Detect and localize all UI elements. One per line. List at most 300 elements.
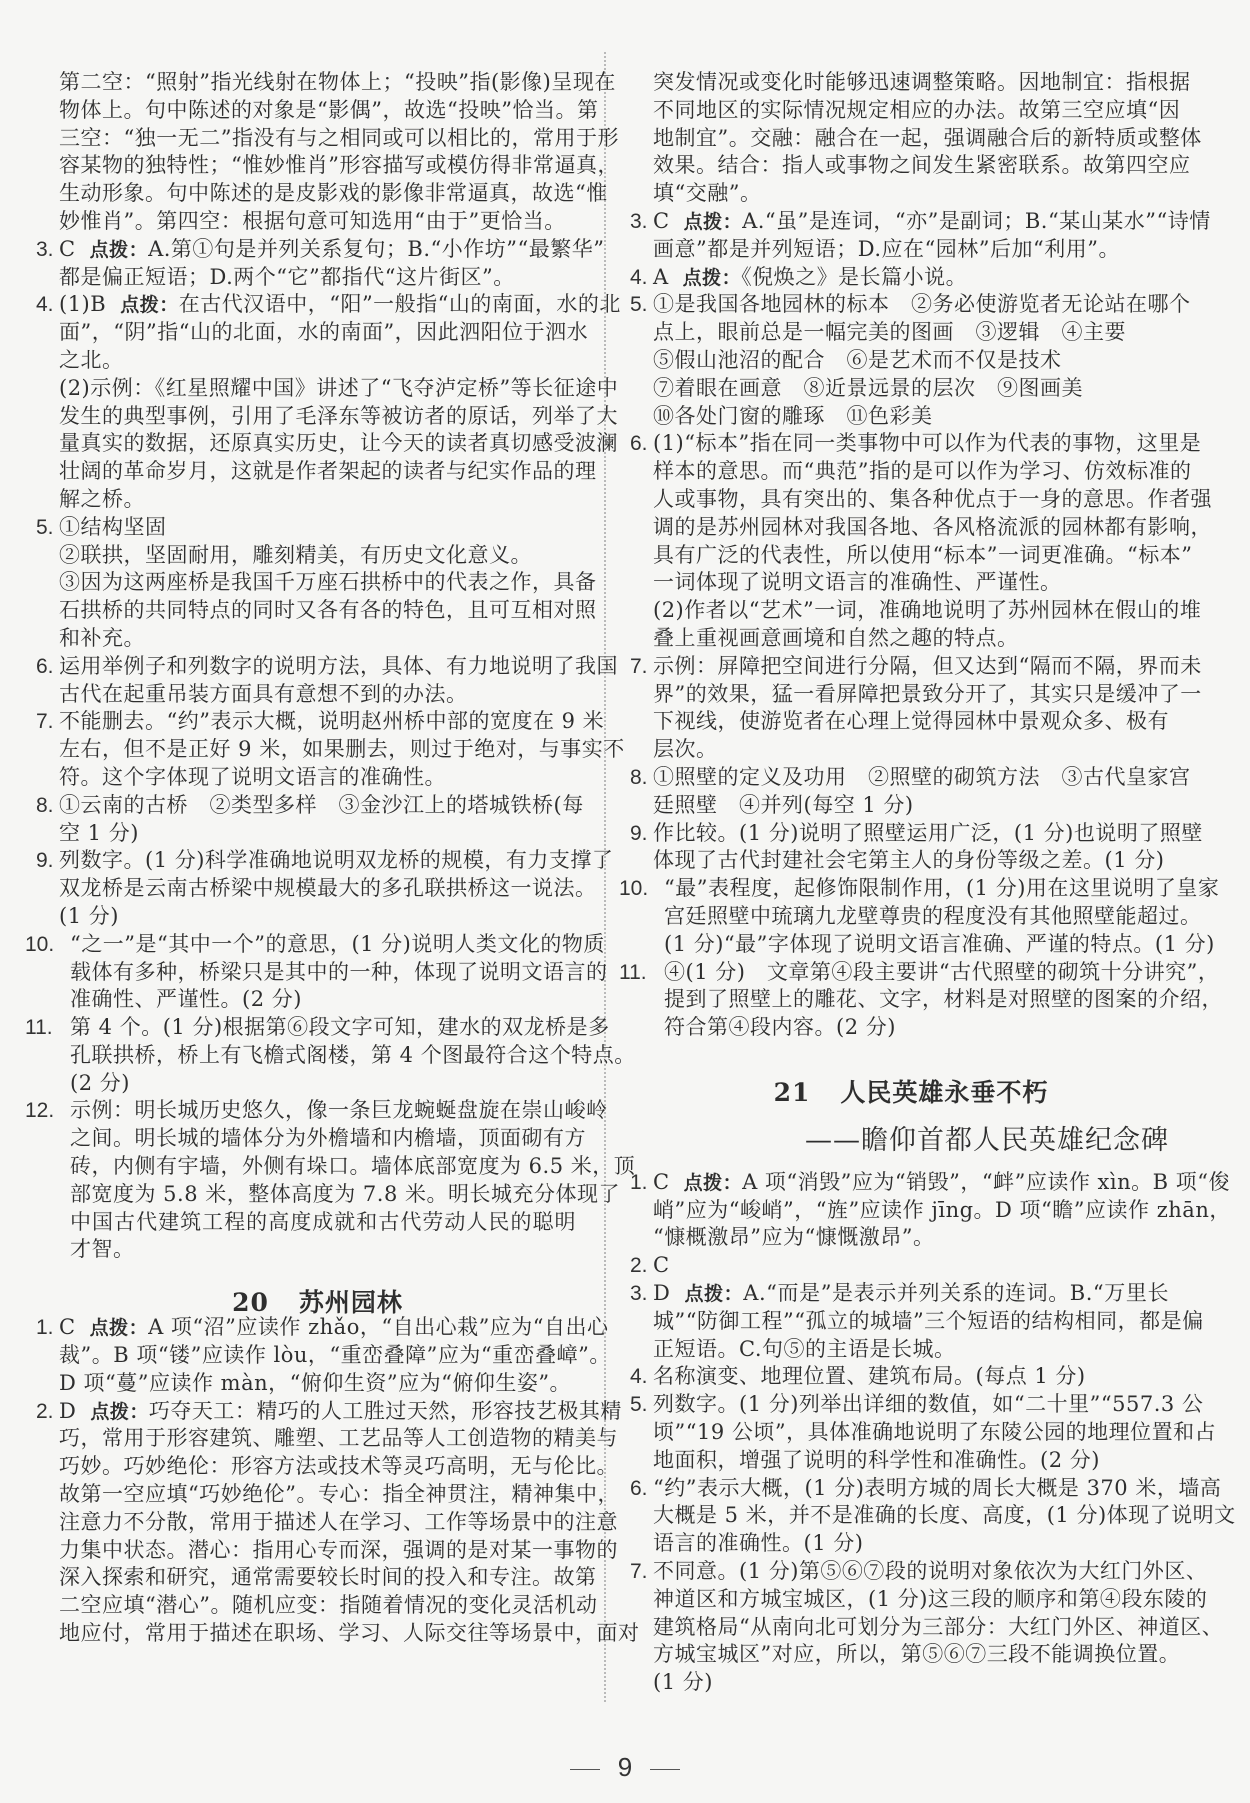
text-line: [653, 736, 1169, 764]
line-text: 样本的意思。而“典范”指的是可以作为学习、仿效标准的: [653, 459, 1192, 484]
line-text: 妙惟肖”。第四空：根据句意可知选用“由于”更恰当。: [59, 208, 566, 233]
text-line: [653, 69, 1191, 97]
text-line: [59, 1453, 618, 1481]
text-line: [59, 1370, 576, 1398]
text-line: [653, 847, 1169, 875]
line-text: ④(1 分) 文章第④段主要讲“古代照壁的砌筑十分讲究”，: [664, 959, 1220, 984]
text-line: [59, 1070, 576, 1098]
line-text: 力集中状态。潜心：指用心专而深，强调的是对某一事物的: [59, 1537, 618, 1562]
answer-item: [619, 959, 1223, 1042]
line-text: 和补充。: [59, 625, 145, 650]
page-footer: [0, 1752, 1250, 1783]
text-line: [653, 1169, 1230, 1197]
line-text: 名称演变、地理位置、建筑布局。(每点 1 分): [653, 1364, 1086, 1389]
line-text: (2 分): [70, 1070, 130, 1095]
text-line: [653, 1641, 1181, 1669]
line-text: A.“虽”是连词，“亦”是副词；B.“某山某水”“诗情: [742, 208, 1211, 233]
line-text: 突发情况或变化时能够迅速调整策略。因地制宜：指根据: [653, 70, 1191, 94]
answer-item: [630, 208, 1211, 264]
line-text: 注意力不分散，常用于描述人在学习、工作等场景中的注意: [59, 1509, 618, 1534]
line-text: 提到了照壁上的雕花、文字，材料是对照壁的图案的介绍，: [664, 987, 1223, 1012]
line-text: 方城宝城区”对应，所以，第⑤⑥⑦三段不能调换位置。: [653, 1642, 1181, 1667]
text-line: [653, 1308, 1204, 1336]
text-line: [653, 764, 1191, 792]
line-text: 才智。: [70, 1237, 135, 1262]
line-text: 城”“防御工程”“孤立的城墙”三个短语的结构相同，都是偏: [653, 1308, 1204, 1333]
text-line: [653, 708, 1169, 736]
text-line: [59, 403, 618, 431]
line-text: 之间。明长城的墙体分为外檐墙和内檐墙，顶面砌有方: [70, 1126, 586, 1151]
line-text: ①云南的古桥 ②类型多样 ③金沙江上的塔城铁桥(每: [59, 792, 584, 817]
line-text: 深入探索和研究，通常需要较长时间的投入和专注。故第: [59, 1565, 597, 1590]
line-text: 调的是苏州园林对我国各地、各风格流派的园林都有影响，: [653, 514, 1212, 539]
hint-label: 点拨：: [683, 210, 743, 233]
text-line: [653, 430, 1202, 458]
text-line: [653, 542, 1193, 570]
left-column: [25, 69, 640, 1648]
text-line: [59, 125, 619, 153]
line-text: 石拱桥的共同特点的同时又各有各的特色，且可互相对照: [59, 598, 597, 623]
line-text: 填“交融”。: [653, 181, 762, 206]
text-line: [59, 152, 619, 180]
hint-label: 点拨：: [683, 1171, 743, 1194]
text-line: [653, 1280, 1169, 1308]
text-line: [653, 875, 1220, 903]
item-number: 8.: [36, 793, 54, 817]
text-line: [653, 1502, 1236, 1530]
line-text: 符。这个字体现了说明文语言的准确性。: [59, 764, 446, 789]
line-text: 示例：屏障把空间进行分隔，但又达到“隔而不隔，界而未: [653, 653, 1202, 678]
line-text: 孔联拱桥，桥上有飞檐式阁楼，第 4 个图最符合这个特点。: [70, 1042, 636, 1067]
answer-choice: C: [59, 236, 76, 261]
text-line: [653, 1558, 1208, 1586]
item-number: 6.: [36, 654, 54, 678]
text-line: [653, 903, 1202, 931]
line-text: 生动形象。句中陈述的是皮影戏的影像非常逼真，故选“惟: [59, 181, 608, 206]
item-number: 4.: [36, 293, 54, 317]
item-number: 3.: [630, 209, 648, 233]
answer-item: [630, 264, 1169, 292]
line-text: 双龙桥是云南古桥梁中规模最大的多孔联拱桥这一说法。: [59, 876, 597, 901]
answer-choice: D: [59, 1398, 77, 1423]
line-text: 大概是 5 米，并不是准确的长度、高度，(1 分)体现了说明文: [653, 1503, 1236, 1528]
line-text: “约”表示大概，(1 分)表明方城的周长大概是 370 米，墙高: [653, 1475, 1222, 1500]
text-line: [653, 1224, 1169, 1252]
text-line: [59, 291, 621, 319]
item-number: 5.: [630, 293, 648, 317]
text-line: [59, 847, 614, 875]
line-text: 之北。: [59, 347, 124, 372]
line-text: 语言的准确性。(1 分): [653, 1531, 864, 1556]
item-number: 7.: [630, 654, 648, 678]
text-line: [59, 1564, 597, 1592]
line-text: (1 分): [59, 903, 119, 928]
item-number: 10.: [25, 932, 55, 956]
item-number: 8.: [630, 765, 648, 789]
text-line: [653, 820, 1203, 848]
text-line: [653, 1586, 1208, 1614]
line-text: 具有广泛的代表性，所以使用“标本”一词更准确。“标本”: [653, 542, 1193, 567]
line-text: 点上，眼前总是一幅完美的图画 ③逻辑 ④主要: [653, 320, 1126, 345]
footer-dash: [650, 1769, 680, 1770]
line-text: 列数字。(1 分)列举出详细的数值，如“二十里”“557.3 公: [653, 1392, 1204, 1417]
line-text: (1 分): [653, 1670, 713, 1695]
line-text: “最”表程度，起修饰限制作用，(1 分)用在这里说明了皇家: [664, 876, 1220, 901]
line-text: 发生的典型事例，引用了毛泽东等被访者的原话，列举了大: [59, 403, 618, 428]
line-text: 量真实的数据，还原真实历史，让今天的读者真切感受波澜: [59, 431, 618, 456]
answer-item: [25, 931, 608, 1014]
answer-choice: C: [653, 1169, 670, 1194]
line-text: 二空应填“潜心”。随机应变：指随着情况的变化灵活机动: [59, 1593, 598, 1618]
text-line: [59, 514, 576, 542]
answer-item: [25, 1097, 636, 1264]
line-text: 不同地区的实际情况规定相应的办法。故第三空应填“因: [653, 97, 1181, 122]
item-number: 5.: [36, 515, 54, 539]
line-text: 都是偏正短语；D.两个“它”都指代“这片街区”。: [59, 264, 515, 289]
line-text: 列数字。(1 分)科学准确地说明双龙桥的规模，有力支撑了: [59, 848, 614, 873]
line-text: 宫廷照壁中琉璃九龙壁尊贵的程度没有其他照壁能超过。: [664, 903, 1202, 928]
answer-item: [630, 820, 1203, 876]
line-text: 廷照壁 ④并列(每空 1 分): [653, 792, 914, 817]
line-text: “慷概激昂”应为“慷慨激昂”。: [653, 1225, 935, 1250]
text-line: [59, 1042, 636, 1070]
text-line: [59, 97, 599, 125]
line-text: ③因为这两座桥是我国千万座石拱桥中的代表之作，具备: [59, 570, 597, 595]
item-number: 9.: [630, 821, 648, 845]
item-number: 11.: [619, 960, 647, 984]
text-line: [653, 514, 1212, 542]
text-line: [653, 1530, 1169, 1558]
text-line: [653, 97, 1181, 125]
hint-label: 点拨：: [90, 1400, 149, 1423]
text-line: [653, 291, 1191, 319]
text-line: [59, 875, 597, 903]
text-line: [653, 319, 1169, 347]
text-line: [653, 1447, 1169, 1475]
line-text: 叠上重视画意画境和自然之趣的特点。: [653, 625, 1019, 650]
text-line: [59, 1097, 608, 1125]
text-line: [59, 236, 605, 264]
item-number: 7.: [36, 710, 54, 734]
answer-item: [630, 1280, 1204, 1363]
item-number: 1.: [36, 1316, 54, 1340]
answer-item: [630, 1558, 1224, 1697]
text-line: [59, 986, 576, 1014]
answer-item: [36, 653, 618, 709]
footer-dash: [570, 1769, 600, 1770]
text-line: [59, 959, 608, 987]
item-number: 4.: [630, 265, 648, 289]
item-number: 7.: [630, 1560, 648, 1584]
item-number: 10.: [619, 877, 649, 901]
text-line: [653, 931, 1215, 959]
line-text: 符合第④段内容。(2 分): [664, 1015, 896, 1040]
text-line: [653, 208, 1211, 236]
hint-label: 点拨：: [89, 1317, 149, 1340]
answer-choice: A: [653, 264, 669, 289]
line-text: 峭”应为“峻峭”，“旌”应读作 jīng。D 项“瞻”应读作 zhān，: [653, 1197, 1231, 1222]
text-line: [653, 236, 1169, 264]
text-line: [653, 1614, 1224, 1642]
text-line: [653, 1419, 1217, 1447]
line-text: (2)示例：《红星照耀中国》讲述了“飞夺泸定桥”等长征途中: [59, 375, 619, 400]
text-line: [653, 986, 1223, 1014]
text-line: [59, 347, 576, 375]
answer-item: [36, 236, 605, 292]
item-number: 12.: [25, 1099, 55, 1123]
answer-choice: C: [653, 208, 670, 233]
item-number: 1.: [630, 1170, 648, 1194]
text-line: [59, 1481, 619, 1509]
line-text: ①结构坚固: [59, 514, 167, 539]
answer-paragraph: [59, 375, 619, 514]
text-line: [59, 1425, 618, 1453]
text-line: [59, 1314, 609, 1342]
text-line: [59, 736, 625, 764]
item-number: 2.: [36, 1399, 54, 1423]
text-line: [59, 319, 589, 347]
line-text: 运用举例子和列数字的说明方法，具体、有力地说明了我国: [59, 653, 618, 678]
answer-choice: (1)B: [59, 292, 107, 317]
text-line: [59, 1181, 620, 1209]
line-text: 解之桥。: [59, 486, 145, 511]
section-number: 21: [773, 1077, 811, 1107]
line-text: 一词体现了说明文语言的准确性、严谨性。: [653, 570, 1062, 595]
answer-item: [36, 1314, 611, 1397]
text-line: [653, 625, 1169, 653]
line-text: 故第一空应填“巧妙绝伦”。专心：指全神贯注，精神集中，: [59, 1482, 619, 1507]
text-line: [653, 264, 1169, 292]
line-text: 画意”都是并列短语；D.应在“园林”后加“利用”。: [653, 236, 1120, 261]
line-text: A.“而是”是表示并列关系的连词。B.“万里长: [743, 1281, 1169, 1306]
text-line: [59, 931, 605, 959]
answer-item: [630, 653, 1202, 764]
item-number: 3.: [630, 1282, 648, 1306]
text-line: [59, 653, 618, 681]
text-line: [59, 1537, 618, 1565]
page-number: 9: [617, 1752, 633, 1782]
text-line: [59, 625, 576, 653]
line-text: 准确性、严谨性。(2 分): [70, 987, 302, 1012]
item-number: 3.: [36, 237, 54, 261]
section-title-text: 苏州园林: [298, 1288, 403, 1318]
line-text: A 项“消毁”应为“销毁”，“衅”应读作 xìn。B 项“俊: [742, 1169, 1230, 1194]
text-line: [653, 1252, 1169, 1280]
text-line: [653, 152, 1191, 180]
line-text: 第二空：“照射”指光线射在物体上；“投映”指(影像)呈现在: [59, 70, 616, 94]
line-text: ②联拱，坚固耐用，雕刻精美，有历史文化意义。: [59, 542, 532, 567]
line-text: 示例：明长城历史悠久，像一条巨龙蜿蜒盘旋在崇山峻岭: [70, 1098, 608, 1123]
answer-item: [619, 875, 1220, 958]
answer-item: [36, 514, 576, 542]
line-text: A 项“沼”应读作 zhǎo，“自出心栽”应为“自出心: [148, 1315, 609, 1340]
answer-paragraph: [653, 69, 1202, 208]
hint-label: 点拨：: [120, 294, 179, 317]
item-number: 5.: [630, 1393, 648, 1417]
line-text: 载体有多种，桥梁只是其中的一种，体现了说明文语言的: [70, 959, 608, 984]
answer-item: [36, 708, 625, 791]
text-line: [59, 375, 619, 403]
text-line: [653, 1197, 1231, 1225]
item-number: 4.: [630, 1365, 648, 1389]
text-line: [59, 903, 576, 931]
text-line: [59, 542, 576, 570]
text-line: [653, 1669, 1169, 1697]
text-line: [59, 792, 584, 820]
line-text: 左右，但不是正好 9 米，如果删去，则过于绝对，与事实不: [59, 737, 625, 762]
text-line: [653, 1336, 1169, 1364]
line-text: 地应付，常用于描述在职场、学习、人际交往等场景中，面对: [59, 1621, 640, 1646]
text-line: [653, 458, 1192, 486]
answer-item: [36, 847, 614, 930]
text-line: [59, 1398, 622, 1426]
right-column: [619, 69, 1236, 1697]
line-text: 巧夺天工：精巧的人工胜过天然，形容技艺极其精: [148, 1398, 622, 1423]
text-line: [59, 1236, 576, 1264]
text-line: [653, 569, 1169, 597]
text-line: [59, 681, 576, 709]
item-number: 9.: [36, 849, 54, 873]
text-line: [59, 1620, 640, 1648]
line-text: 面”，“阴”指“山的北面，水的南面”，因此泗阳位于泗水: [59, 320, 589, 345]
line-text: 壮阔的革命岁月，这就是作者架起的读者与纪实作品的理: [59, 459, 597, 484]
text-line: [653, 1475, 1222, 1503]
text-line: [653, 403, 1169, 431]
line-text: 容某物的独特性；“惟妙惟肖”形容描写或模仿得非常逼真，: [59, 153, 619, 178]
answer-item: [25, 1014, 636, 1097]
text-line: [59, 1342, 611, 1370]
answer-item: [630, 1363, 1169, 1391]
line-text: 地制宜”。交融：融合在一起，强调融合后的新特质或整体: [653, 125, 1202, 150]
text-line: [59, 1209, 576, 1237]
text-line: [59, 1125, 586, 1153]
text-line: [59, 208, 576, 236]
answer-item: [630, 1169, 1231, 1252]
text-line: [59, 430, 618, 458]
answer-paragraph: [59, 542, 576, 570]
answer-item: [630, 291, 1191, 430]
line-text: (1)“标本”指在同一类事物中可以作为代表的事物，这里是: [653, 431, 1202, 456]
line-text: 空 1 分): [59, 820, 139, 845]
line-text: 古代在起重吊装方面具有意想不到的办法。: [59, 681, 468, 706]
line-text: 裁”。B 项“镂”应读作 lòu，“重峦叠障”应为“重峦叠嶂”。: [59, 1343, 611, 1368]
line-text: ⑤假山池沼的配合 ⑥是艺术而不仅是技术: [653, 347, 1062, 372]
text-line: [59, 1592, 598, 1620]
line-text: 建筑格局“从南向北可划分为三部分：大红门外区、神道区、: [653, 1614, 1224, 1639]
line-text: (2)作者以“艺术”一词，准确地说明了苏州园林在假山的堆: [653, 598, 1202, 623]
line-text: ⑩各处门窗的雕琢 ⑪色彩美: [653, 403, 933, 428]
answer-choice: C: [59, 1315, 76, 1340]
item-number: 6.: [630, 1476, 648, 1500]
text-line: [59, 69, 616, 97]
text-line: [653, 681, 1202, 709]
text-line: [59, 597, 597, 625]
line-text: 中国古代建筑工程的高度成就和古代劳动人民的聪明: [70, 1209, 576, 1234]
text-line: [653, 653, 1202, 681]
line-text: (1 分)“最”字体现了说明文语言准确、严谨的特点。(1 分): [664, 931, 1215, 956]
hint-label: 点拨：: [682, 266, 742, 289]
answer-item: [36, 291, 621, 374]
text-line: [59, 458, 597, 486]
answer-item: [630, 764, 1191, 820]
text-line: [59, 820, 576, 848]
text-line: [653, 125, 1202, 153]
text-line: [653, 792, 1169, 820]
text-line: [653, 180, 1169, 208]
line-text: 地面积，增强了说明的科学性和准确性。(2 分): [653, 1447, 1100, 1472]
section-subtitle: ——瞻仰首都人民英雄纪念碑: [805, 1124, 1169, 1156]
answer-paragraph: [653, 597, 1202, 653]
section-title-text: 人民英雄永垂不朽: [840, 1077, 1049, 1107]
text-line: [59, 180, 608, 208]
text-line: [59, 486, 576, 514]
line-text: 体现了古代封建社会宅第主人的身份等级之差。(1 分): [653, 848, 1165, 873]
item-number: 6.: [630, 432, 648, 456]
line-text: 层次。: [653, 737, 718, 762]
line-text: 巧，常用于形容建筑、雕塑、工艺品等人工创造物的精美与: [59, 1426, 618, 1451]
section-title: [653, 1068, 1169, 1118]
answer-item: [630, 1475, 1236, 1558]
line-text: 三空：“独一无二”指没有与之相同或可以相比的，常用于形: [59, 125, 619, 150]
line-text: 不能删去。“约”表示大概，说明赵州桥中部的宽度在 9 米: [59, 709, 605, 734]
line-text: 正短语。C.句⑤的主语是长城。: [653, 1336, 956, 1361]
text-line: [653, 597, 1202, 625]
item-number: 2.: [630, 1254, 648, 1278]
text-line: [59, 708, 605, 736]
line-text: 《倪焕之》是长篇小说。: [741, 264, 968, 289]
text-line: [59, 264, 576, 292]
answer-item: [36, 1398, 640, 1648]
line-text: 部宽度为 5.8 米，整体高度为 7.8 米。明长城充分体现了: [70, 1181, 620, 1206]
line-text: 在古代汉语中，“阳”一般指“山的南面，水的北: [178, 292, 621, 317]
section-number: 20: [232, 1288, 269, 1318]
text-line: [59, 1153, 636, 1181]
text-line: [653, 486, 1212, 514]
text-line: [653, 347, 1169, 375]
text-line: [653, 1363, 1169, 1391]
line-text: 不同意。(1 分)第⑤⑥⑦段的说明对象依次为大红门外区、: [653, 1559, 1208, 1584]
text-line: [653, 1014, 1169, 1042]
line-text: 物体上。句中陈述的对象是“影偶”，故选“投映”恰当。第: [59, 97, 599, 122]
line-text: D 项“蔓”应读作 màn，“俯仰生资”应为“俯仰生姿”。: [59, 1370, 572, 1395]
line-text: ⑦着眼在画意 ⑧近景远景的层次 ⑨图画美: [653, 375, 1083, 400]
section-heading: [653, 1068, 1169, 1118]
line-text: A.第①句是并列关系复句；B.“小作坊”“最繁华”: [148, 236, 605, 261]
answer-paragraph: [59, 69, 619, 236]
hint-label: 点拨：: [684, 1283, 744, 1306]
answer-paragraph: [59, 569, 597, 652]
text-line: [59, 764, 576, 792]
item-number: 11.: [25, 1016, 53, 1040]
text-line: [653, 959, 1220, 987]
line-text: 第 4 个。(1 分)根据第⑥段文字可知，建水的双龙桥是多: [70, 1015, 610, 1040]
line-text: 下视线，使游览者在心理上觉得园林中景观众多、极有: [653, 709, 1169, 734]
text-line: [59, 569, 597, 597]
line-text: 效果。结合：指人或事物之间发生紧密联系。故第四空应: [653, 153, 1191, 178]
line-text: 界”的效果，猛一看屏障把景致分开了，其实只是缓冲了一: [653, 681, 1202, 706]
answer-item: [36, 792, 584, 848]
line-text: 顷”“19 公顷”，具体准确地说明了东陵公园的地理位置和占: [653, 1420, 1217, 1445]
answer-item: [630, 1391, 1217, 1474]
text-line: [59, 1014, 610, 1042]
text-line: [653, 375, 1169, 403]
line-text: ①是我国各地园林的标本 ②务必使游览者无论站在哪个: [653, 292, 1191, 317]
answer-choice: C: [653, 1253, 670, 1278]
line-text: “之一”是“其中一个”的意思，(1 分)说明人类文化的物质: [70, 931, 605, 956]
line-text: ①照壁的定义及功用 ②照壁的砌筑方法 ③古代皇家宫: [653, 764, 1191, 789]
line-text: 作比较。(1 分)说明了照壁运用广泛，(1 分)也说明了照壁: [653, 820, 1203, 845]
line-text: 人或事物，具有突出的、集各种优点于一身的意思。作者强: [653, 486, 1212, 511]
